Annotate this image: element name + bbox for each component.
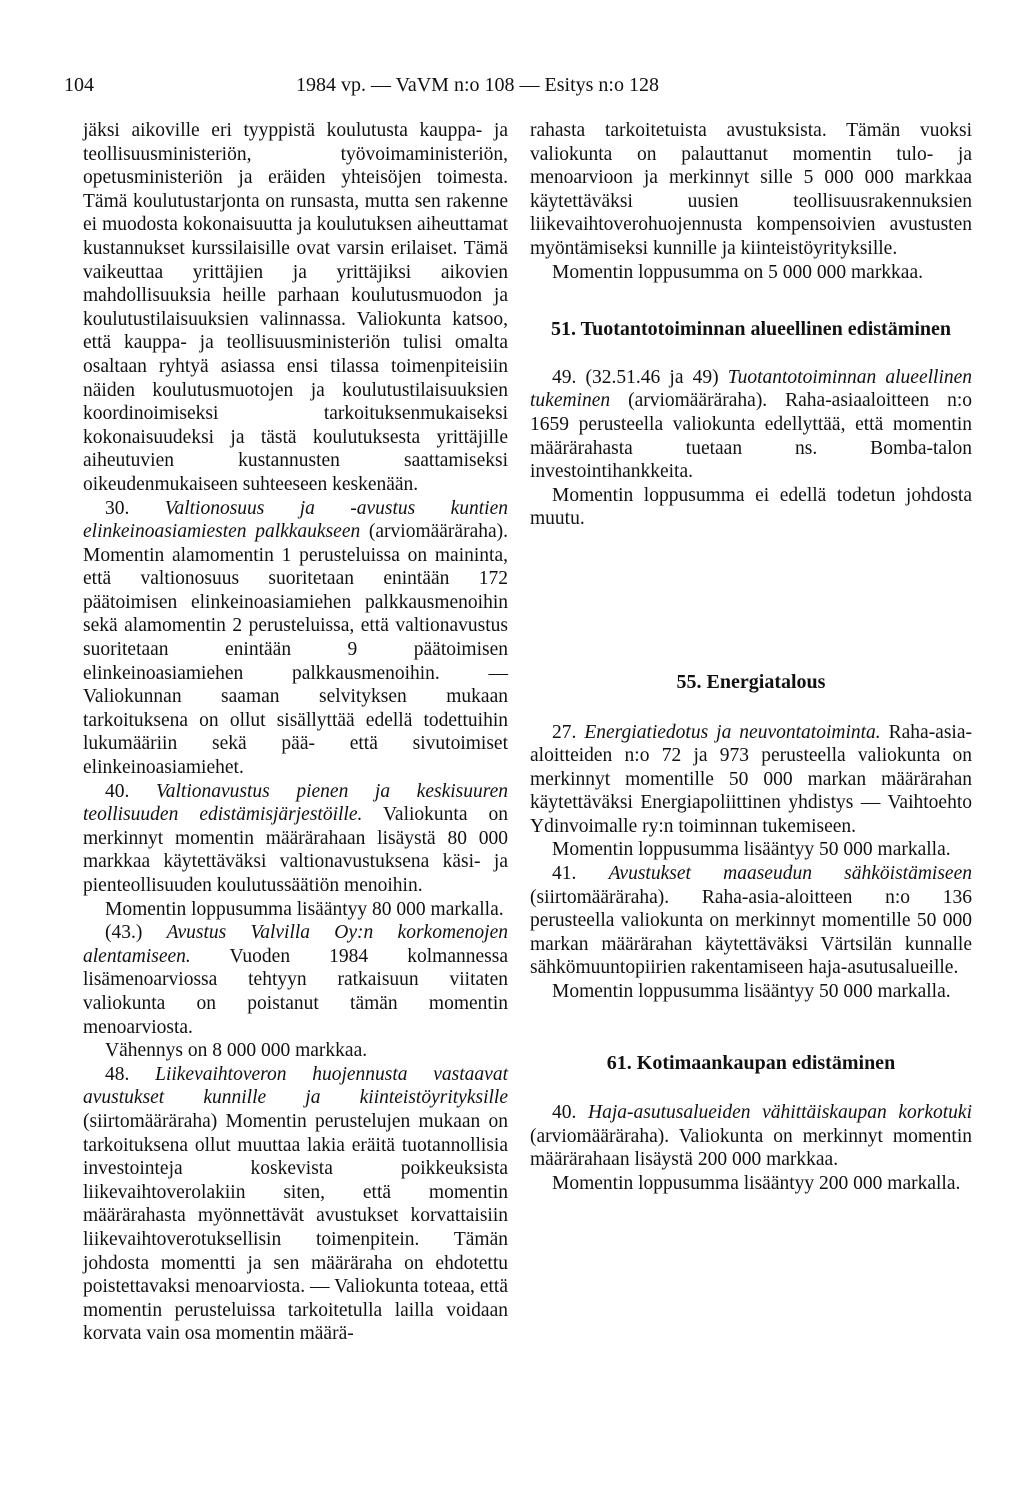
item-title: Haja-asutusalueiden vähittäiskaupan korkotuki (588, 1102, 972, 1124)
item-number: 27. (552, 721, 577, 743)
page-header (64, 74, 960, 100)
paragraph: Momentin loppusumma lisääntyy 80 000 markalla. (105, 898, 504, 920)
paragraph (83, 780, 508, 898)
item-title: Energiatiedotus ja neuvontatoiminta. (584, 721, 881, 743)
section-heading: 61. Kotimaankaupan edistäminen (606, 1051, 896, 1074)
paragraph: Momentin loppusumma lisääntyy 200 000 markalla. (552, 1173, 961, 1194)
right-column (530, 119, 972, 1196)
item-title: Valtionosuus ja -avustus kuntien elinkeinoasiamiesten palkkaukseen (83, 497, 508, 543)
section-heading: 55. Energiatalous (676, 670, 826, 693)
item-number: 49. (32.51.46 ja 49) (552, 366, 719, 388)
paragraph: Vähennys on 8 000 000 markkaa. (105, 1040, 368, 1062)
item-text: Raha-asia-aloitteiden n:o 72 ja 973 perusteella valiokunta on merkinnyt momentille 50 000 markan määrärahan käytettäväksi Energiapoliittinen yhdistys — Vaihtoehto Ydinvoimalle ry:n toiminnan tukemiseen. (530, 721, 972, 837)
paragraph: Momentin loppusumma lisääntyy 50 000 markalla. (552, 981, 951, 1003)
item-number: 30. (105, 497, 130, 519)
item-title: Tuotantotoiminnan alueellinen tukeminen (530, 366, 973, 412)
item-text: (arviomääräraha). Valiokunta on merkinnyt momentin määrärahaan lisäystä 200 000 markkaa. (530, 1125, 972, 1171)
running-title: 1984 vp. — VaVM n:o 108 — Esitys n:o 128 (296, 74, 659, 96)
paragraph: Momentin loppusumma lisääntyy 50 000 markalla. (552, 839, 951, 861)
paragraph (530, 721, 972, 839)
item-title: Liikevaihtoveron huojennusta vastaavat avustukset kunnille ja kiinteistöyrityksille (83, 1063, 508, 1109)
item-text: Vuoden 1984 kolmannessa lisämenoarviossa tehtyyn ratkaisuun viitaten valiokunta on poistanut tämän momentin menoarviosta. (83, 945, 508, 1038)
paragraph (83, 921, 508, 1039)
paragraph: jäksi aikoville eri tyyppistä koulutusta kauppa- ja teollisuusministeriön, työvoimaministeriön, opetusministeriön ja eräiden yhteisöjen toimesta. Tämä koulutustarjonta on runsasta, mutta sen rakenne ei muodosta kokonaisuutta ja koulutuksen aiheuttamat kustannukset kurssilaisille ovat varsin erilaiset. Tämä vaikeuttaa yrittäjien ja yrittäjiksi aikovien mahdollisuuksia heille parhaan koulutusmuodon ja koulutustilaisuuksien valinnassa. Valiokunta katsoo, että kauppa- ja teollisuusministeriön tulisi omalta osaltaan ryhtyä asiassa ensi tilassa toimenpiteisiin näiden koulutusmuotojen ja koulutustilaisuuksien koordinoimiseksi tarkoituksenmukaiseksi kokonaisuudeksi ja tästä koulutuksesta yrittäjille aiheutuvien kustannusten saattamiseksi oikeudenmukaiseen suhteeseen keskenään. (83, 120, 508, 495)
left-column (83, 119, 508, 1346)
paragraph: rahasta tarkoitetuista avustuksista. Tämän vuoksi valiokunta on palauttanut momentin tulo- ja menoarvioon ja merkinnyt sille 5 000 000 markkaa käytettäväksi uusien teollisuusrakennuksien liikevaihtoverohuojennusta kompensoivien avustusten myöntämiseksi kunnille ja kiinteistöyrityksille. (530, 120, 972, 259)
item-text: (siirtomääräraha) Momentin perustelujen mukaan on tarkoituksena ollut muuttaa lakia eräitä tuotannollisia investointeja koskevista poikkeuksista liikevaihtoverolakiin siten, että momentin määrärahasta myönnettävät avustukset korvattaisiin liikevaihtoverotuksellisin toimenpitein. Tämän johdosta momentti ja sen määräraha on ehdotettu poistettavaksi menoarviosta. — Valiokunta toteaa, että momentin perusteluissa tarkoitetulla lailla voidaan korvata vain osa momentin määrä- (83, 1110, 508, 1345)
item-number: 41. (552, 863, 577, 885)
item-title: Valtionavustus pienen ja keskisuuren teollisuuden edistämisjärjestöille. (83, 780, 509, 826)
paragraph (530, 1101, 972, 1172)
item-number: 40. (105, 780, 130, 802)
section-heading: 51. Tuotantotoiminnan alueellinen edistäminen (550, 318, 952, 341)
item-title: Avustukset maaseudun sähköistämiseen (608, 863, 972, 885)
item-title: Avustus Valvilla Oy:n korkomenojen alentamiseen. (83, 922, 509, 967)
item-number: 40. (552, 1102, 577, 1124)
item-number: (43.) (105, 922, 143, 944)
paragraph: Momentin loppusumma on 5 000 000 markkaa. (552, 261, 923, 283)
paragraph (530, 366, 972, 484)
page-number: 104 (64, 74, 94, 96)
paragraph (530, 862, 972, 980)
item-text: (siirtomääräraha). Raha-asia-aloitteen n:o 136 perusteella valiokunta on merkinnyt momentille 50 000 markan määrärahan käytettäväksi Värtsilän kunnalle sähkömuuntopiirien rakentamiseen haja-asutusalueille. (530, 886, 972, 979)
paragraph (83, 1063, 508, 1346)
item-text: (arviomääräraha). Raha-asiaaloitteen n:o 1659 perusteella valiokunta edellyttää, että momentin määrärahasta tuetaan ns. Bomba-talon investointihankkeita. (530, 390, 972, 483)
item-text: (arviomääräraha). Momentin alamomentin 1 perusteluissa on maininta, että valtionosuus suoritetaan enintään 172 päätoimisen elinkeinoasiamiehen palkkausmenoihin sekä alamomentin 2 perusteluissa, että valtionavustus suoritetaan enintään 9 päätoimisen elinkeinoasiamiehen palkkausmenoihin. — Valiokunnan saaman selvityksen mukaan tarkoituksena on ollut sisällyttää edellä todettuihin lukumääriin sekä pää- että sivutoimiset elinkeinoasiamiehet. (83, 521, 508, 779)
paragraph: Momentin loppusumma ei edellä todetun johdosta muutu. (530, 484, 972, 530)
item-number: 48. (105, 1063, 130, 1085)
paragraph (83, 497, 508, 780)
item-text: Valiokunta on merkinnyt momentin määrärahaan lisäystä 80 000 markkaa käytettäväksi valtionavustuksena käsi- ja pienteollisuuden koulutussäätiön menoihin. (83, 804, 508, 896)
